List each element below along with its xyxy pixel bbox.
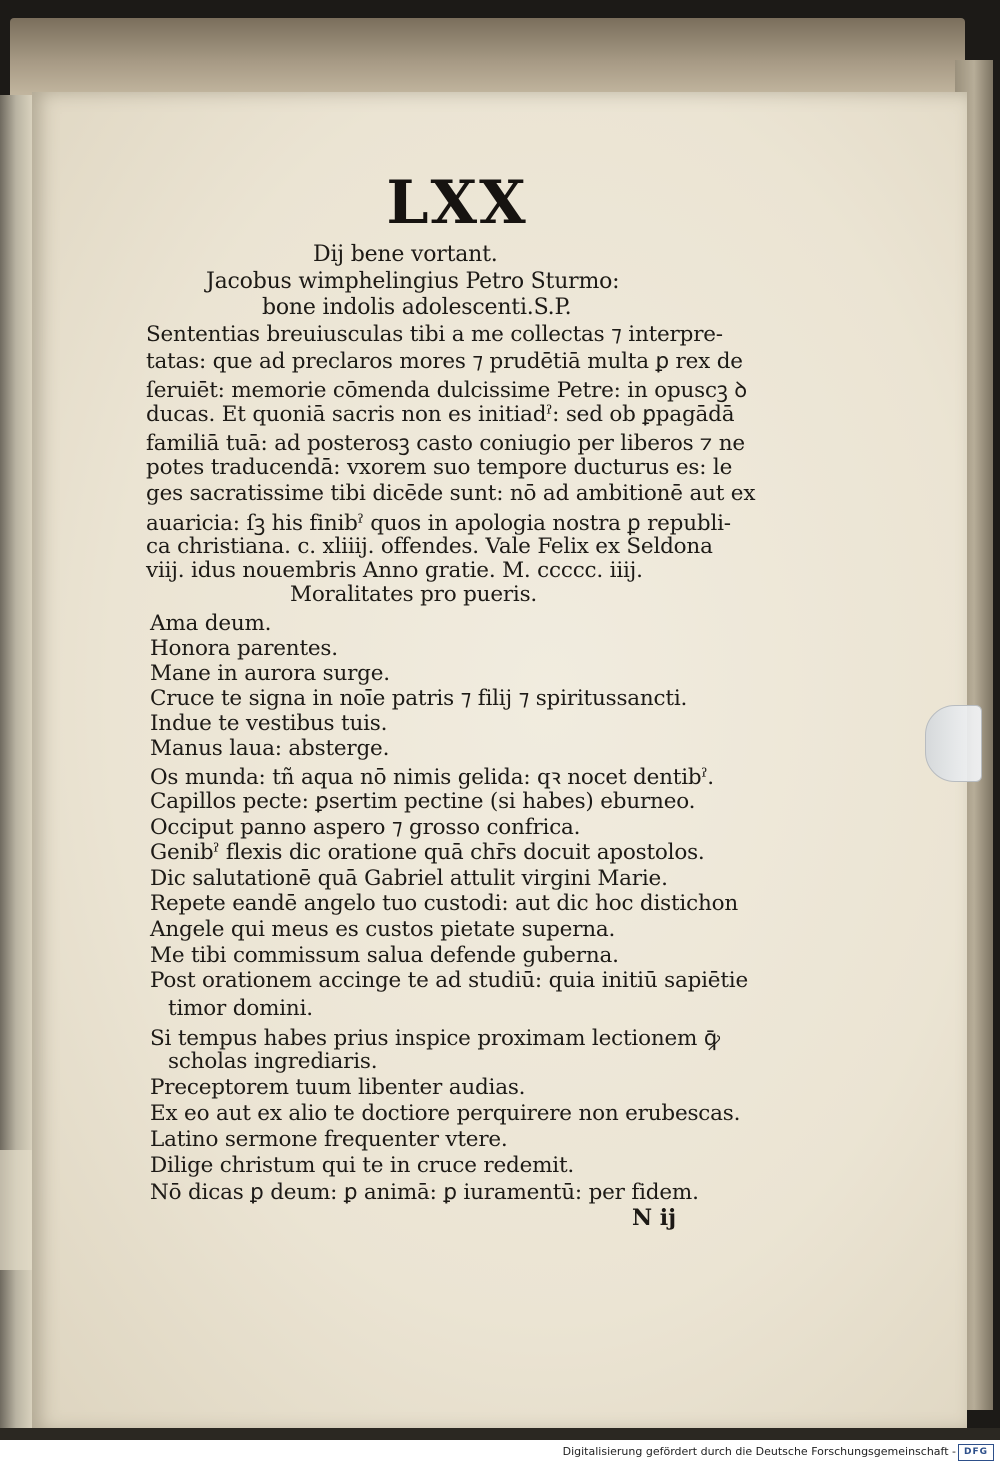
precept-line: Ex eo aut ex alio te doctiore perquirere non erubescas. [150, 1101, 741, 1126]
precept-line: Post orationem accinge te ad studiū: quia initiū sapiētie [150, 968, 748, 993]
heading-line: bone indolis adolescenti.S.P. [262, 295, 572, 320]
precept-line: scholas ingrediaris. [168, 1049, 378, 1074]
precept-line: Cruce te signa in noīe patris ⁊ filij ⁊ spiritussancti. [150, 686, 688, 711]
letter-line: potes traducendā: vxorem suo tempore ducturus es: le [146, 455, 733, 480]
precept-line: Latino sermone frequenter vtere. [150, 1127, 508, 1152]
signature-mark: N ij [632, 1205, 677, 1231]
precept-line: Nō dicas ꝑ deum: ꝑ animā: ꝑ iuramentū: per fidem. [150, 1180, 699, 1205]
precept-line: Ama deum. [150, 611, 272, 636]
letter-line: ducas. Et quoniā sacris non es initiadˀ: sed ob ꝑpagādā [146, 402, 735, 427]
precept-line: Os munda: tñ aqua nō nimis gelida: qꝛ nocet dentibˀ. [150, 765, 714, 790]
footer-credit: Digitalisierung gefördert durch die Deutsche Forschungsgemeinschaft - [562, 1445, 956, 1458]
precept-line: Genibˀ flexis dic oratione quā chr̄s docuit apostolos. [150, 840, 705, 865]
letter-line: tatas: que ad preclaros mores ⁊ prudētiā multa ꝑ rex de [146, 349, 743, 374]
precept-line: timor domini. [168, 996, 313, 1021]
book-top-board [10, 18, 965, 98]
letter-line: ges sacratissime tibi dicēde sunt: nō ad ambitionē aut ex [146, 481, 756, 506]
precept-line: Dilige christum qui te in cruce redemit. [150, 1153, 575, 1178]
letter-line: ca christiana. c. xliiij. offendes. Vale Felix ex Seldona [146, 534, 713, 559]
precept-line: Honora parentes. [150, 636, 338, 661]
precept-line: Capillos pecte: ꝑsertim pectine (si habes) eburneo. [150, 789, 696, 814]
precept-line: Angele qui meus es custos pietate superna. [150, 917, 616, 942]
folio-number: LXX [386, 168, 528, 238]
heading-line: Dij bene vortant. [313, 242, 498, 267]
precept-line: Preceptorem tuum libenter audias. [150, 1075, 526, 1100]
digitization-footer [0, 1440, 1000, 1464]
dfg-logo-icon: DFG [958, 1444, 994, 1461]
precept-line: Dic salutationē quā Gabriel attulit virgini Marie. [150, 866, 668, 891]
heading-line: Jacobus wimphelingius Petro Sturmo: [206, 269, 620, 294]
precept-line: Indue te vestibus tuis. [150, 711, 388, 736]
letter-line: ſeruiēt: memorie cōmenda dulcissime Petre: in opuscꝫ ꝺ [146, 378, 747, 403]
precept-line: Mane in aurora surge. [150, 661, 390, 686]
precept-line: Occiput panno aspero ⁊ grosso confrica. [150, 815, 581, 840]
precept-line: Si tempus habes prius inspice proximam lectionem ꝙ̄ [150, 1026, 720, 1051]
section-title: Moralitates pro pueris. [290, 582, 538, 607]
precept-line: Manus laua: absterge. [150, 736, 390, 761]
precept-line: Repete eandē angelo tuo custodi: aut dic hoc distichon [150, 891, 738, 916]
letter-line: viij. idus nouembris Anno gratie. M. ccccc. iiij. [146, 558, 643, 583]
page-clip [925, 705, 982, 782]
letter-line: Sententias breuiusculas tibi a me collectas ⁊ interpre- [146, 322, 723, 347]
letter-line: familiā tuā: ad posterosꝫ casto coniugio per liberos ⁊ ne [146, 431, 745, 456]
precept-line: Me tibi commissum salua defende guberna. [150, 943, 619, 968]
book-bottom-edge [0, 1428, 1000, 1440]
letter-line: auaricia: ſꝫ his finibˀ quos in apologia nostra ꝑ republi- [146, 511, 731, 536]
